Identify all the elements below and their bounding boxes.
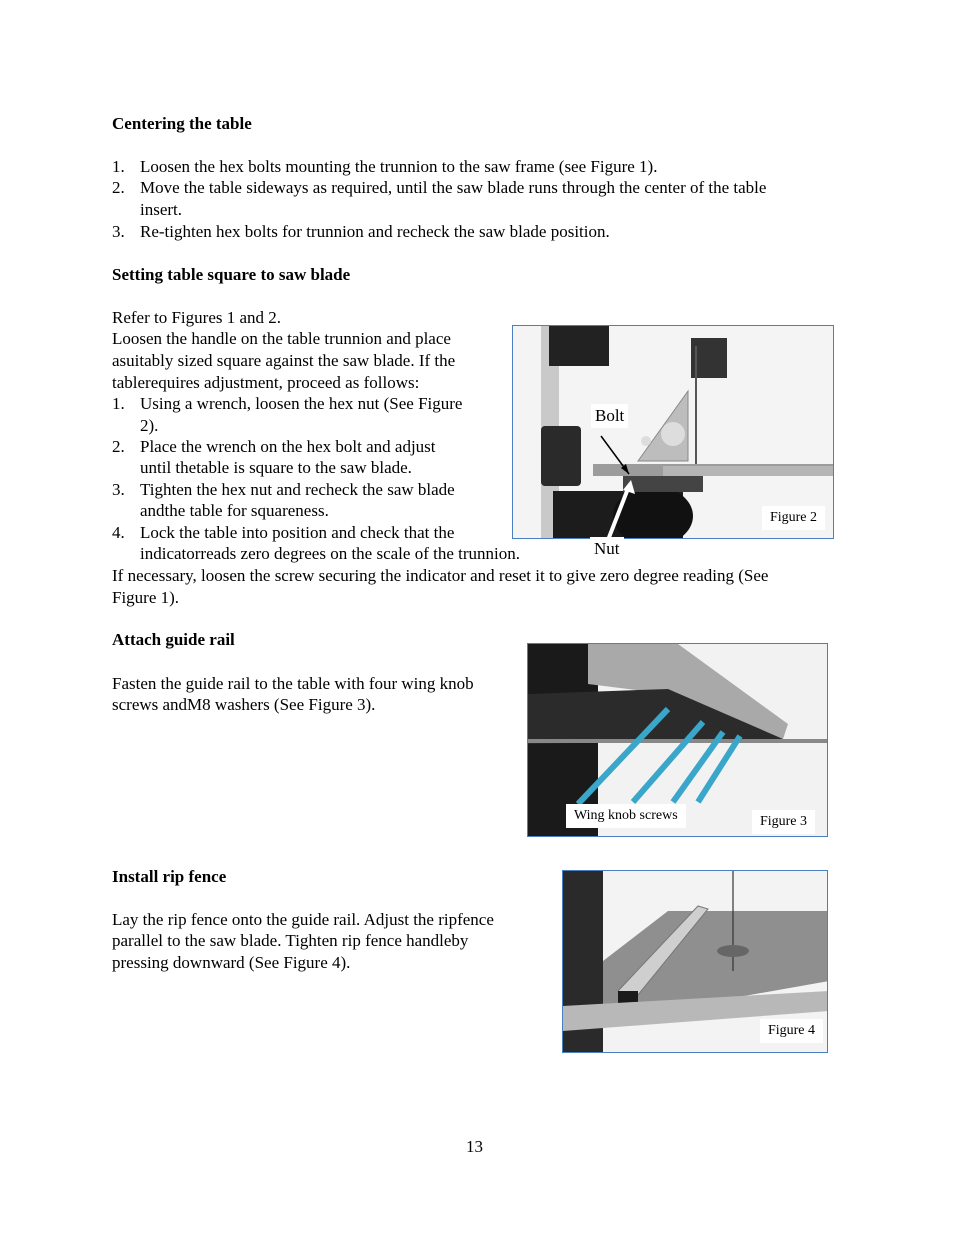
figure-4 <box>562 870 828 1053</box>
step-text: Re-tighten hex bolts for trunnion and recheck the saw blade position. <box>140 222 610 241</box>
outro-line: If necessary, loosen the screw securing the indicator and reset it to give zero degree reading (See <box>112 566 769 585</box>
step-text: until thetable is square to the saw blade. <box>140 458 412 477</box>
label-bolt: Bolt <box>591 404 628 428</box>
step-text: Move the table sideways as required, until the saw blade runs through the center of the table <box>140 178 767 197</box>
step-number: 1. <box>112 394 125 413</box>
figure-2-caption: Figure 2 <box>762 506 825 530</box>
guide-line: Fasten the guide rail to the table with four wing knob <box>112 674 474 693</box>
step-text: andthe table for squareness. <box>140 501 329 520</box>
step-number: 1. <box>112 157 125 176</box>
fence-line: Lay the rip fence onto the guide rail. Adjust the ripfence <box>112 910 494 929</box>
intro-line: Loosen the handle on the table trunnion and place <box>112 329 451 348</box>
step-number: 2. <box>112 178 125 197</box>
step-number: 3. <box>112 480 125 499</box>
step-text: insert. <box>140 200 183 219</box>
step-number: 4. <box>112 523 125 542</box>
step-text: Place the wrench on the hex bolt and adjust <box>140 437 436 456</box>
page-number: 13 <box>466 1137 483 1156</box>
step-text: Loosen the hex bolts mounting the trunnion to the saw frame (see Figure 1). <box>140 157 658 176</box>
step-text: Tighten the hex nut and recheck the saw blade <box>140 480 455 499</box>
step-number: 3. <box>112 222 125 241</box>
step-text: 2). <box>140 416 159 435</box>
intro-line: asuitably sized square against the saw blade. If the <box>112 351 456 370</box>
intro-line: tablerequires adjustment, proceed as follows: <box>112 373 420 392</box>
figure-2 <box>512 325 834 539</box>
heading-rip-fence: Install rip fence <box>112 867 227 886</box>
step-text: indicatorreads zero degrees on the scale of the trunnion. <box>140 544 520 563</box>
label-wing-knob-screws: Wing knob screws <box>566 804 686 828</box>
outro-line: Figure 1). <box>112 588 180 607</box>
guide-line: screws andM8 washers (See Figure 3). <box>112 695 376 714</box>
fence-line: parallel to the saw blade. Tighten rip fence handleby <box>112 931 469 950</box>
heading-square-table: Setting table square to saw blade <box>112 265 351 284</box>
heading-guide-rail: Attach guide rail <box>112 630 235 649</box>
figure-3 <box>527 643 828 837</box>
fence-line: pressing downward (See Figure 4). <box>112 953 351 972</box>
intro-line: Refer to Figures 1 and 2. <box>112 308 282 327</box>
step-number: 2. <box>112 437 125 456</box>
figure-4-caption: Figure 4 <box>760 1019 823 1043</box>
figure-3-caption: Figure 3 <box>752 810 815 834</box>
step-text: Using a wrench, loosen the hex nut (See Figure <box>140 394 463 413</box>
label-nut: Nut <box>590 537 624 561</box>
heading-centering-table: Centering the table <box>112 114 252 133</box>
step-text: Lock the table into position and check that the <box>140 523 455 542</box>
